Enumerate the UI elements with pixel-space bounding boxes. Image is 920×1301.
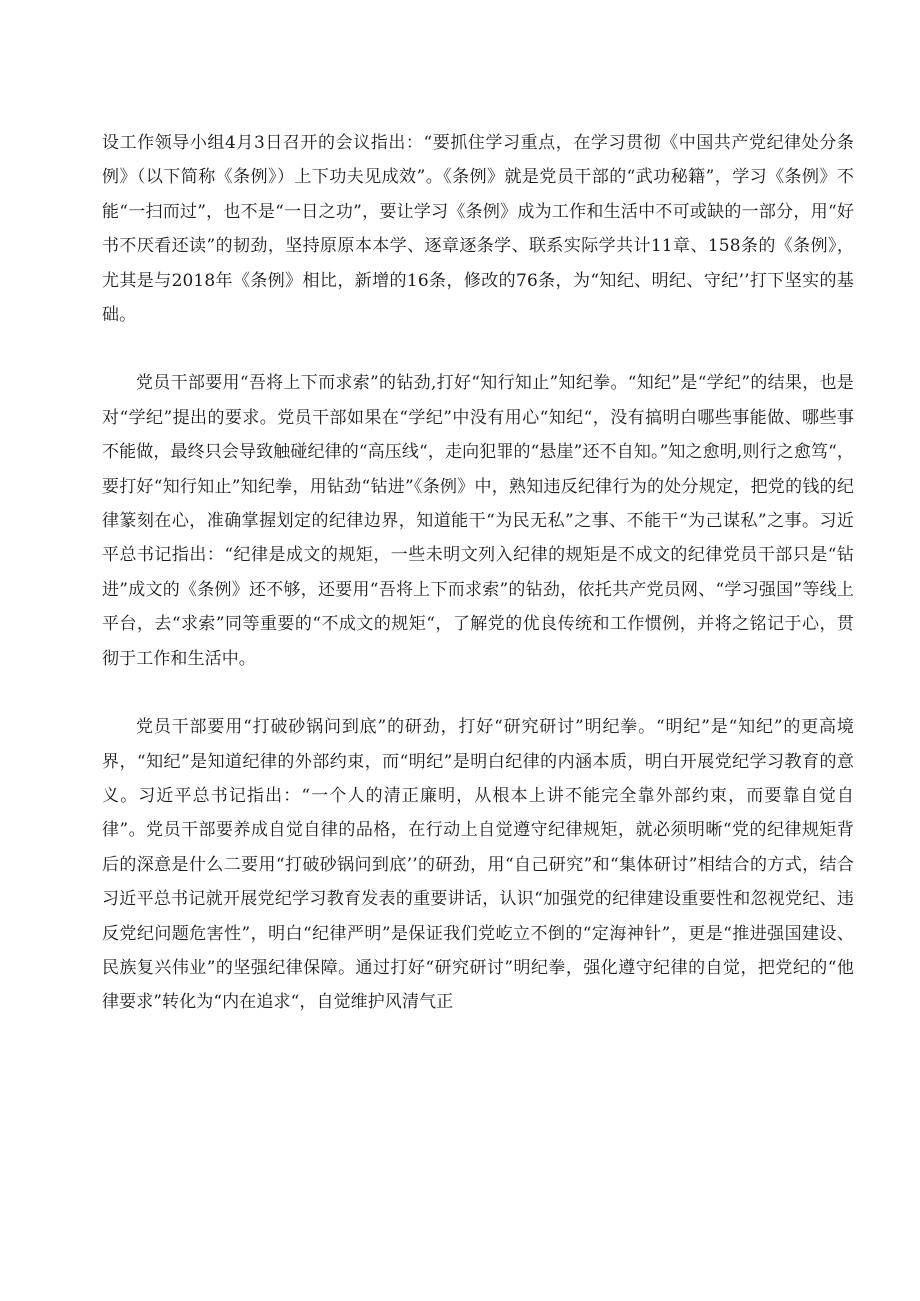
document-body (102, 126, 854, 1020)
paragraph-spacer (102, 332, 854, 366)
paragraph-spacer (102, 676, 854, 710)
paragraph-1: 设工作领导小组4月3日召开的会议指出：“要抓住学习重点，在学习贯彻《中国共产党纪律处分条例》（以下简称《条例》）上下功夫见成效”。《条例》就是党员干部的“武功秘籍”，学习《条例》不能“一扫而过”，也不是“一日之功”，要让学习《条例》成为工作和生活中不可或缺的一部分，用“好书不厌看还读”的韧劲，坚持原原本本学、逐章逐条学、联系实际学共计11章、158条的《条例》，尤其是与2018年《条例》相比，新增的16条，修改的76条，为“知纪、明纪、守纪’’打下坚实的基础。 (102, 133, 854, 326)
paragraph-2: 党员干部要用“吾将上下而求索”的钻劲,打好“知行知止”知纪拳。“知纪”是“学纪”的结果，也是对“学纪”提出的要求。党员干部如果在“学纪”中没有用心“知纪“，没有搞明白哪些事能做、哪些事不能做，最终只会导致触碰纪律的“高压线“，走向犯罪的“悬崖”还不自知。”知之愈明,则行之愈笃“，要打好“知行知止”知纪拳，用钻劲“钻进”《条例》中，熟知违反纪律行为的处分规定，把党的钱的纪律篆刻在心，准确掌握划定的纪律边界，知道能干“为民无私”之事、不能干“为己谋私”之事。习近平总书记指出：“纪律是成文的规矩，一些未明文列入纪律的规矩是不成文的纪律党员干部只是“钻进”成文的《条例》还不够，还要用“吾将上下而求索”的钻劲，依托共产党员网、“学习强国”等线上平台，去“求索”同等重要的“不成文的规矩“，了解党的优良传统和工作惯例，并将之铭记于心，贯彻于工作和生活中。 (102, 373, 854, 669)
paragraph-3: 党员干部要用“打破砂锅问到底”的研劲，打好“研究研讨”明纪拳。“明纪”是“知纪”的更高境界，“知纪”是知道纪律的外部约束，而“明纪”是明白纪律的内涵本质，明白开展党纪学习教育的意义。习近平总书记指出：“一个人的清正廉明，从根本上讲不能完全靠外部约束，而要靠自觉自律”。党员干部要养成自觉自律的品格，在行动上自觉遵守纪律规矩，就必须明晰“党的纪律规矩背后的深意是什么二要用“打破砂锅问到底’’的研劲，用“自己研究”和“集体研讨”相结合的方式，结合习近平总书记就开展党纪学习教育发表的重要讲话，认识“加强党的纪律建设重要性和忽视党纪、违反党纪问题危害性”，明白“纪律严明”是保证我们党屹立不倒的“定海神针”，更是“推进强国建设、民族复兴伟业”的坚强纪律保障。通过打好“研究研讨”明纪拳，强化遵守纪律的自觉，把党纪的“他律要求”转化为“内在追求“，自觉维护风清气正 (102, 717, 854, 1013)
